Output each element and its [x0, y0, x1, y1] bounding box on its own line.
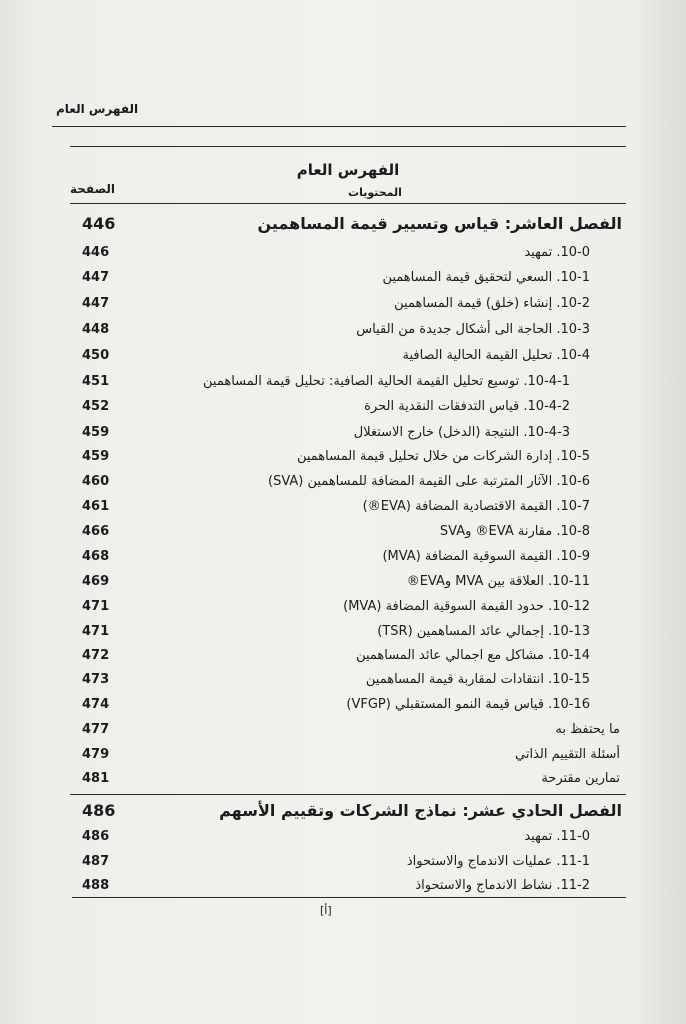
toc-entry [70, 769, 626, 791]
toc-entry [70, 622, 626, 644]
table-bottom-rule [72, 897, 626, 898]
header-rule [52, 126, 626, 127]
entry-title: 11-2. نشاط الاندماج والاستحواذ [415, 878, 590, 893]
toc-entry [70, 372, 626, 394]
chapter-divider-rule [70, 794, 626, 795]
entry-title: 10-5. إدارة الشركات من خلال تحليل قيمة المساهمين [296, 449, 590, 464]
entry-page: 466 [82, 524, 110, 539]
entry-title: 10-4-3. النتيجة (الدخل) خارج الاستغلال [353, 425, 570, 440]
entry-page: 460 [82, 474, 110, 489]
toc-entry-chapter-11 [70, 801, 626, 823]
entry-page: 481 [82, 771, 110, 786]
entry-page: 488 [82, 878, 110, 893]
contents-column-header: المحتويات [348, 186, 402, 199]
toc-entry [70, 522, 626, 544]
page-column-header: الصفحة [70, 182, 116, 196]
toc-entry [70, 670, 626, 692]
entry-page: 479 [82, 747, 110, 762]
entry-title: 10-3. الحاجة الى أشكال جديدة من القياس [356, 322, 590, 337]
entry-title: 10-11. العلاقة بين MVA وEVA® [406, 574, 590, 589]
toc-entry [70, 646, 626, 668]
toc-entry [70, 497, 626, 519]
header-bottom-rule [70, 203, 626, 204]
toc-entry [70, 268, 626, 290]
entry-page: 459 [82, 425, 110, 440]
toc-entry [70, 745, 626, 767]
toc-entry [70, 243, 626, 265]
table-top-rule [70, 146, 626, 147]
entry-title: 10-13. إجمالي عائد المساهمين (TSR) [377, 624, 590, 639]
entry-title: تمارين مقترحة [541, 771, 620, 786]
entry-title: 10-7. القيمة الاقتصادية المضافة (EVA®) [362, 499, 590, 514]
entry-title: 10-6. الآثار المترتبة على القيمة المضافة للمساهمين (SVA) [267, 474, 590, 489]
toc-entry [70, 346, 626, 368]
entry-page: 474 [82, 697, 110, 712]
entry-page: 446 [82, 214, 116, 233]
entry-title: 10-9. القيمة السوقية المضافة (MVA) [382, 549, 590, 564]
entry-title: 11-1. عمليات الاندماج والاستحواذ [406, 854, 590, 869]
toc-entry [70, 447, 626, 469]
entry-page: 447 [82, 296, 110, 311]
entry-page: 471 [82, 599, 110, 614]
toc-entry [70, 597, 626, 619]
entry-title: 10-12. حدود القيمة السوقية المضافة (MVA) [343, 599, 590, 614]
running-head: الفهرس العام [56, 102, 139, 116]
entry-page: 450 [82, 348, 110, 363]
entry-page: 487 [82, 854, 110, 869]
toc-entry [70, 320, 626, 342]
entry-title: 10-2. إنشاء (خلق) قيمة المساهمين [394, 296, 590, 311]
entry-title: 10-15. انتقادات لمقاربة قيمة المساهمين [365, 672, 590, 687]
entry-title: 11-0. تمهيد [524, 829, 590, 844]
entry-title: 10-14. مشاكل مع اجمالي عائد المساهمين [356, 648, 590, 663]
entry-page: 471 [82, 624, 110, 639]
toc-entry [70, 423, 626, 445]
table-title: الفهرس العام [296, 161, 400, 179]
toc-entry [70, 827, 626, 849]
entry-title: ما يحتفظ به [555, 722, 620, 737]
toc-entry-chapter-10 [70, 214, 626, 236]
toc-entry [70, 876, 626, 898]
toc-entry [70, 695, 626, 717]
entry-page: 486 [82, 829, 110, 844]
entry-page: 459 [82, 449, 110, 464]
toc-entry [70, 294, 626, 316]
entry-page: 477 [82, 722, 110, 737]
page-number: [أ] [320, 904, 332, 917]
entry-title: 10-4-2. قياس التدفقات النقدية الحرة [364, 399, 570, 414]
toc-entry [70, 572, 626, 594]
entry-title: 10-4-1. توسيع تحليل القيمة الحالية الصافية: تحليل قيمة المساهمين [203, 374, 570, 389]
toc-entry [70, 397, 626, 419]
entry-page: 468 [82, 549, 110, 564]
toc-entry [70, 852, 626, 874]
toc-entry [70, 472, 626, 494]
entry-page: 448 [82, 322, 110, 337]
entry-title: 10-16. قياس قيمة النمو المستقبلي (VFGP) [346, 697, 590, 712]
entry-title: 10-1. السعي لتحقيق قيمة المساهمين [382, 270, 590, 285]
entry-title: الفصل الحادي عشر: نماذج الشركات وتقييم الأسهم [219, 801, 622, 820]
toc-entry [70, 547, 626, 569]
entry-title: الفصل العاشر: قياس وتسيير قيمة المساهمين [257, 214, 622, 233]
entry-page: 469 [82, 574, 110, 589]
entry-page: 486 [82, 801, 116, 820]
entry-page: 451 [82, 374, 110, 389]
toc-entry [70, 720, 626, 742]
entry-title: أسئلة التقييم الذاتي [515, 747, 620, 762]
entry-page: 461 [82, 499, 110, 514]
entry-page: 446 [82, 245, 110, 260]
entry-title: 10-0. تمهيد [524, 245, 590, 260]
entry-page: 472 [82, 648, 110, 663]
entry-page: 447 [82, 270, 110, 285]
entry-title: 10-8. مقارنة EVA® وSVA [439, 524, 590, 539]
entry-page: 452 [82, 399, 110, 414]
entry-title: 10-4. تحليل القيمة الحالية الصافية [402, 348, 590, 363]
entry-page: 473 [82, 672, 110, 687]
